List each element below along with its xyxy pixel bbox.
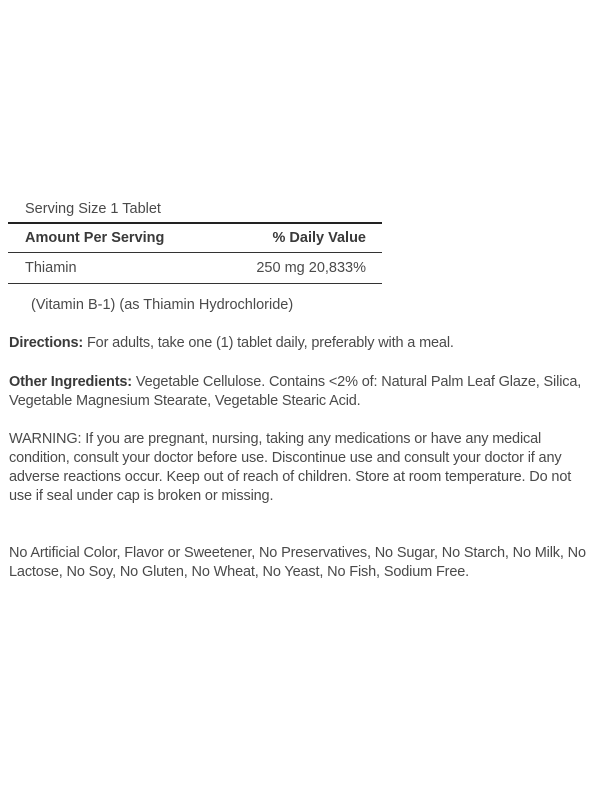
- other-ingredients-text: Vegetable Cellulose. Contains <2% of: Natural Palm Leaf Glaze, Silica, Vegetable Magnesium Stearate, Vegetable Stearic Acid.: [9, 374, 582, 409]
- nutrient-row: [8, 253, 382, 283]
- directions-paragraph: [9, 334, 594, 353]
- other-ingredients-label: Other Ingredients:: [9, 374, 132, 390]
- row-divider: [8, 283, 382, 284]
- directions-text: For adults, take one (1) tablet daily, preferably with a meal.: [83, 335, 454, 351]
- serving-size: Serving Size 1 Tablet: [25, 201, 161, 217]
- daily-value-label: % Daily Value: [272, 230, 366, 246]
- other-ingredients-paragraph: [9, 373, 594, 411]
- nutrient-amount-dv: 250 mg 20,833%: [256, 260, 366, 276]
- supplement-facts-panel: [8, 199, 382, 284]
- facts-header-row: [8, 224, 382, 252]
- amount-per-serving-label: Amount Per Serving: [25, 230, 165, 246]
- nutrient-note: (Vitamin B-1) (as Thiamin Hydrochloride): [31, 297, 294, 313]
- nutrient-name: Thiamin: [25, 260, 77, 276]
- directions-label: Directions:: [9, 335, 84, 351]
- free-from-paragraph: No Artificial Color, Flavor or Sweetener, No Preservatives, No Sugar, No Starch, No Milk, No Lactose, No Soy, No Gluten, No Wheat, No Yeast, No Fish, Sodium Free.: [9, 545, 586, 580]
- warning-paragraph: WARNING: If you are pregnant, nursing, taking any medications or have any medical condition, consult your doctor before use. Discontinue use and consult your doctor if any adverse reactions occur. Keep out of reach of children. Store at room temperature. Do not use if seal under cap is broken or missing.: [9, 431, 572, 504]
